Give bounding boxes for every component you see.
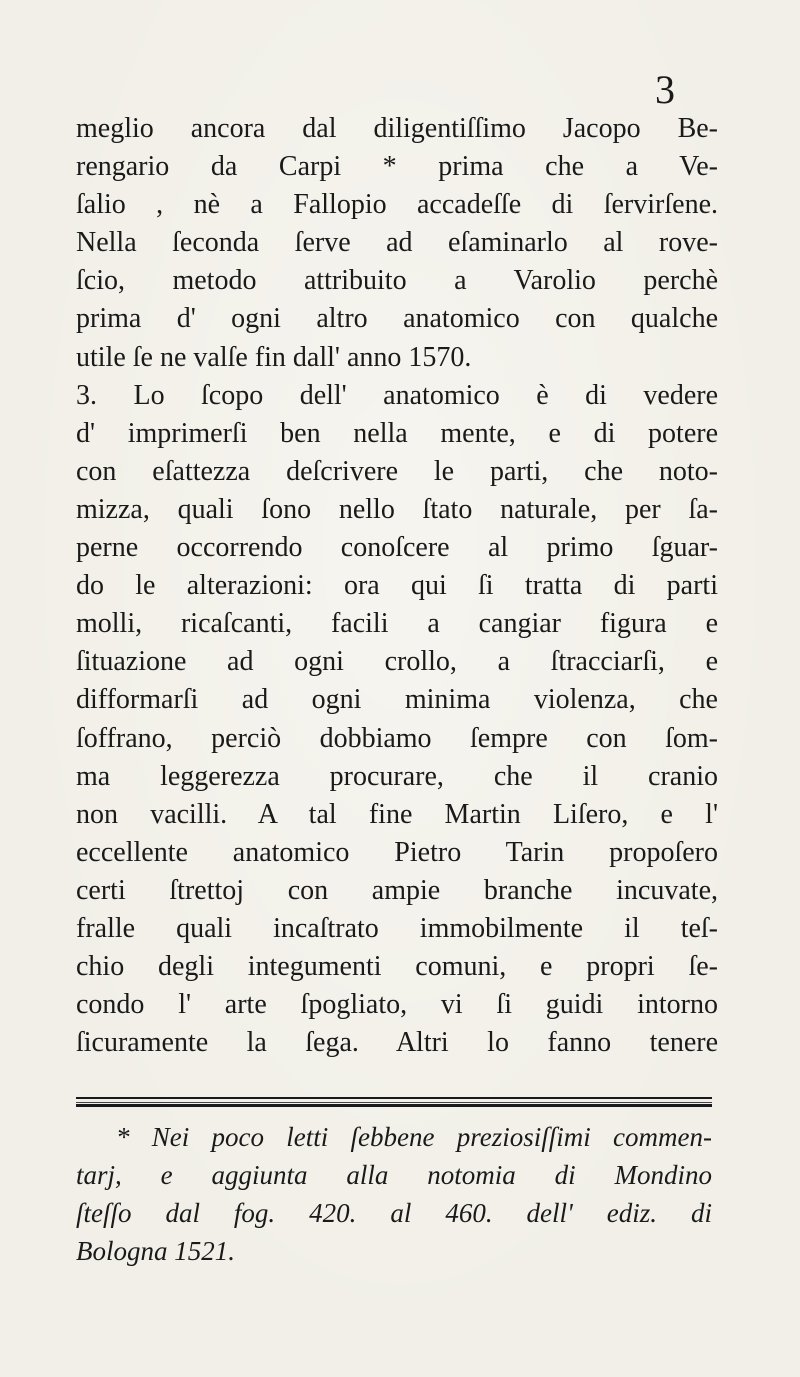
body-text — [76, 110, 718, 1062]
text-line: ſcio, metodo attribuito a Varolio perchè — [76, 265, 718, 297]
footnote-line: * Nei poco letti ſebbene preziosiſſimi commen- — [116, 1122, 712, 1152]
text-line: Nella ſeconda ſerve ad eſaminarlo al rove- — [76, 227, 718, 259]
text-line: 3. Lo ſcopo dell' anatomico è di vedere — [76, 379, 718, 411]
text-line: ſoffrano, perciò dobbiamo ſempre con ſom- — [76, 722, 718, 754]
text-line: utile ſe ne valſe fin dall' anno 1570. — [76, 341, 472, 373]
text-line: certi ſtrettoj con ampie branche incuvate, — [76, 874, 718, 906]
text-line: prima d' ogni altro anatomico con qualche — [76, 303, 718, 335]
text-line: eccellente anatomico Pietro Tarin propoſero — [76, 836, 718, 868]
footnote-line: Bologna 1521. — [76, 1236, 235, 1266]
page-number: 3 — [655, 67, 675, 112]
text-line: perne occorrendo conoſcere al primo ſguar- — [76, 532, 718, 564]
text-line: mizza, quali ſono nello ſtato naturale, per ſa- — [76, 493, 718, 525]
footnote-line: tarj, e aggiunta alla notomia di Mondino — [76, 1160, 712, 1190]
text-line: ſalio , nè a Fallopio accadeſſe di ſervirſene. — [76, 189, 718, 221]
text-line: molli, ricaſcanti, facili a cangiar figura e — [76, 608, 718, 640]
text-line: meglio ancora dal diligentiſſimo Jacopo Be- — [76, 113, 718, 144]
text-line: difformarſi ad ogni minima violenza, che — [76, 684, 718, 716]
text-line: ſicuramente la ſega. Altri lo fanno tenere — [76, 1027, 718, 1059]
footnote-line: ſteſſo dal fog. 420. al 460. dell' ediz. di — [76, 1198, 712, 1228]
footnote-divider — [76, 1097, 712, 1107]
text-line: ſituazione ad ogni crollo, a ſtracciarſi, e — [76, 646, 718, 678]
text-line: non vacilli. A tal fine Martin Liſero, e l' — [76, 798, 718, 830]
footnote — [76, 1118, 712, 1270]
text-line: d' imprimerſi ben nella mente, e di potere — [76, 417, 718, 449]
text-line: condo l' arte ſpogliato, vi ſi guidi intorno — [76, 989, 718, 1021]
footnote-divider-inner — [76, 1102, 712, 1103]
text-line: ma leggerezza procurare, che il cranio — [76, 760, 718, 792]
text-line: rengario da Carpi * prima che a Ve- — [76, 151, 718, 183]
text-line: fralle quali incaſtrato immobilmente il teſ- — [76, 912, 718, 944]
text-line: chio degli integumenti comuni, e propri ſe- — [76, 951, 718, 983]
text-line: do le alterazioni: ora qui ſi tratta di parti — [76, 570, 718, 602]
text-line: con eſattezza deſcrivere le parti, che noto- — [76, 455, 718, 487]
